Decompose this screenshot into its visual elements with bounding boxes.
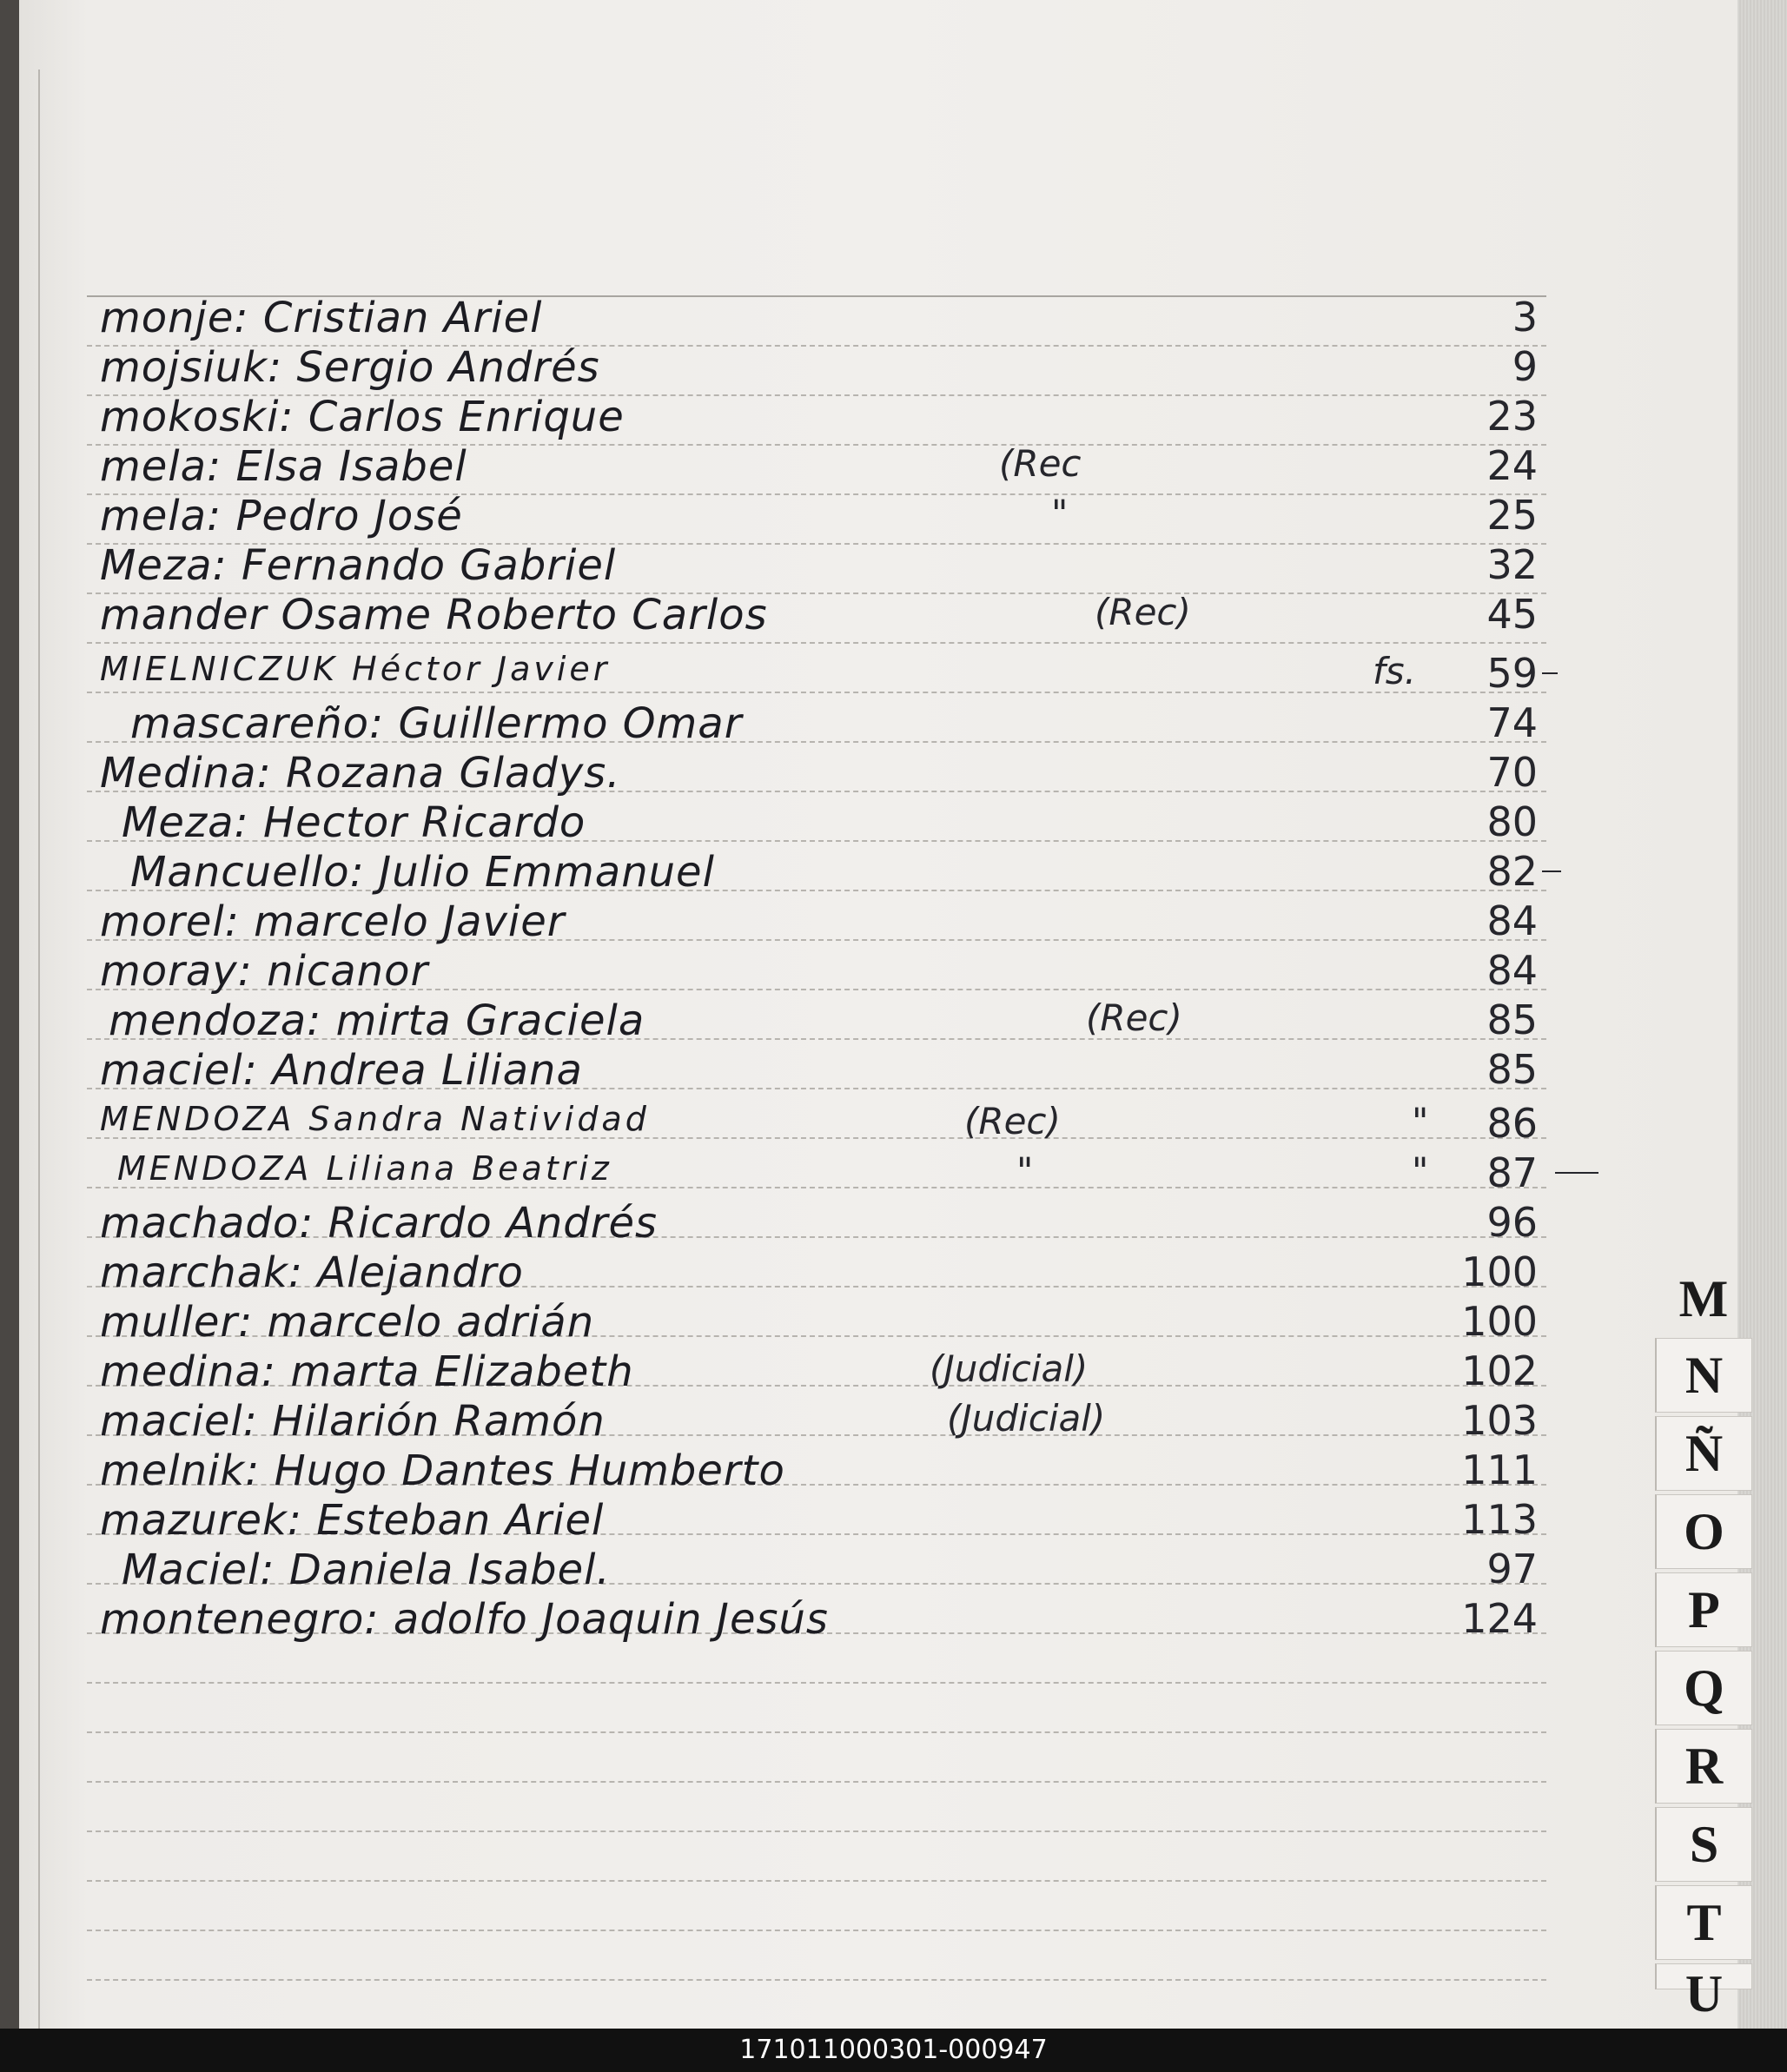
- index-entry: [0, 1546, 1737, 1594]
- entry-name: moray: nicanor: [100, 947, 429, 996]
- entry-page: 87: [1486, 1149, 1538, 1196]
- entry-name: medina: marta Elizabeth: [100, 1347, 634, 1396]
- ruled-line: [87, 1830, 1546, 1832]
- entry-page: 3: [1512, 294, 1538, 341]
- entry-page: 97: [1486, 1546, 1538, 1592]
- index-entry: [0, 1397, 1737, 1446]
- index-tab-q[interactable]: Q: [1655, 1651, 1752, 1725]
- tally-dash: [1555, 1172, 1598, 1174]
- entry-prefix: ": [1412, 1149, 1429, 1192]
- tally-dash: [1542, 672, 1558, 674]
- entry-note: (Rec): [964, 1100, 1061, 1142]
- index-entry: [0, 492, 1737, 540]
- index-entry: [0, 650, 1737, 698]
- entry-page: 80: [1486, 798, 1538, 845]
- entry-page: 45: [1486, 591, 1538, 638]
- document-code: 171011000301-000947: [0, 2029, 1787, 2072]
- entry-name: melnik: Hugo Dantes Humberto: [100, 1446, 785, 1495]
- index-entry: [0, 343, 1737, 392]
- tally-dash: [1542, 871, 1561, 872]
- index-entry: [0, 591, 1737, 639]
- entry-name: Maciel: Daniela Isabel.: [122, 1546, 611, 1594]
- entry-page: 124: [1461, 1595, 1538, 1642]
- index-tab-s[interactable]: S: [1655, 1807, 1752, 1882]
- entry-page: 32: [1486, 541, 1538, 588]
- index-entry: [0, 897, 1737, 946]
- entry-name: maciel: Hilarión Ramón: [100, 1397, 606, 1446]
- ruled-line: [87, 1682, 1546, 1684]
- entry-prefix: ": [1412, 1100, 1429, 1142]
- entry-page: 103: [1461, 1397, 1538, 1444]
- index-tab-t[interactable]: T: [1655, 1885, 1752, 1960]
- entry-page: 102: [1461, 1347, 1538, 1394]
- entry-page: 96: [1486, 1199, 1538, 1246]
- index-tab-u[interactable]: U: [1655, 1963, 1752, 1989]
- entry-name: Mancuello: Julio Emmanuel: [130, 848, 715, 897]
- index-entry: [0, 798, 1737, 847]
- alphabet-index-tabs: [1655, 1260, 1759, 2029]
- entry-name: mendoza: mirta Graciela: [109, 996, 645, 1045]
- index-entry: [0, 848, 1737, 897]
- entry-name: Meza: Fernando Gabriel: [100, 541, 617, 590]
- entry-note: ": [1051, 492, 1069, 534]
- entry-page: 25: [1486, 492, 1538, 539]
- index-entry: [0, 1199, 1737, 1248]
- index-entry: [0, 442, 1737, 491]
- index-entry: [0, 749, 1737, 798]
- index-entry: [0, 996, 1737, 1045]
- index-entry: [0, 1446, 1737, 1495]
- index-entry: [0, 1149, 1737, 1198]
- entry-page: 84: [1486, 947, 1538, 994]
- entry-note: (Judicial): [947, 1397, 1106, 1440]
- entry-page: 111: [1461, 1446, 1538, 1493]
- ruled-line: [87, 1731, 1546, 1733]
- entry-page: 24: [1486, 442, 1538, 489]
- entry-name: morel: marcelo Javier: [100, 897, 566, 946]
- entry-page: 82: [1486, 848, 1538, 895]
- ruled-line: [87, 1930, 1546, 1931]
- ruled-line: [87, 642, 1546, 644]
- index-entry: [0, 699, 1737, 748]
- entry-page: 70: [1486, 749, 1538, 796]
- entry-note: (Judicial): [930, 1347, 1089, 1390]
- index-entry: [0, 947, 1737, 996]
- entry-page: 84: [1486, 897, 1538, 944]
- index-entry: [0, 393, 1737, 441]
- entry-name: mokoski: Carlos Enrique: [100, 393, 625, 441]
- entry-page: 9: [1512, 343, 1538, 390]
- entry-name: MENDOZA Liliana Beatriz: [117, 1149, 612, 1188]
- index-entry: [0, 294, 1737, 342]
- entry-note: (Rec: [999, 442, 1082, 485]
- entry-note: (Rec): [1086, 996, 1182, 1039]
- entry-name: mander Osame Roberto Carlos: [100, 591, 768, 639]
- entry-note: (Rec): [1095, 591, 1191, 633]
- entry-name: machado: Ricardo Andrés: [100, 1199, 658, 1248]
- entry-name: MENDOZA Sandra Natividad: [100, 1100, 650, 1138]
- index-tab-r[interactable]: R: [1655, 1729, 1752, 1804]
- index-entry: [0, 1100, 1737, 1149]
- entry-page: 23: [1486, 393, 1538, 440]
- index-entry: [0, 1496, 1737, 1545]
- ruled-line: [87, 1781, 1546, 1783]
- entry-page: 85: [1486, 1046, 1538, 1093]
- entry-name: marchak: Alejandro: [100, 1248, 524, 1297]
- index-tab-o[interactable]: O: [1655, 1494, 1752, 1569]
- entry-page: 86: [1486, 1100, 1538, 1147]
- index-tab-enie[interactable]: Ñ: [1655, 1416, 1752, 1491]
- entry-name: muller: marcelo adrián: [100, 1298, 595, 1347]
- entry-name: mazurek: Esteban Ariel: [100, 1496, 605, 1545]
- entry-page: 113: [1461, 1496, 1538, 1543]
- entry-page: 74: [1486, 699, 1538, 746]
- entry-name: Medina: Rozana Gladys.: [100, 749, 621, 798]
- entry-note: ": [1016, 1149, 1034, 1192]
- entry-page: 85: [1486, 996, 1538, 1043]
- index-tab-n[interactable]: N: [1655, 1338, 1752, 1413]
- entry-name: maciel: Andrea Liliana: [100, 1046, 583, 1095]
- index-entry: [0, 541, 1737, 590]
- ruled-line: [87, 1979, 1546, 1981]
- entry-page: 59: [1486, 650, 1538, 697]
- index-entry: [0, 1248, 1737, 1297]
- index-tab-m[interactable]: M: [1678, 1269, 1729, 1327]
- index-entry: [0, 1298, 1737, 1347]
- index-entry: [0, 1347, 1737, 1396]
- entry-name: Meza: Hector Ricardo: [122, 798, 586, 847]
- entry-prefix: fs.: [1373, 650, 1417, 692]
- index-entry: [0, 1595, 1737, 1644]
- entry-name: mojsiuk: Sergio Andrés: [100, 343, 600, 392]
- entry-name: mela: Elsa Isabel: [100, 442, 467, 491]
- entry-name: mela: Pedro José: [100, 492, 463, 540]
- entry-page: 100: [1461, 1248, 1538, 1295]
- entry-name: monje: Cristian Ariel: [100, 294, 543, 342]
- entry-name: mascareño: Guillermo Omar: [130, 699, 743, 748]
- index-entry: [0, 1046, 1737, 1095]
- entry-name: MIELNICZUK Héctor Javier: [100, 650, 611, 688]
- index-tab-p[interactable]: P: [1655, 1572, 1752, 1647]
- entry-page: 100: [1461, 1298, 1538, 1345]
- ruled-line: [87, 1880, 1546, 1882]
- entry-name: montenegro: adolfo Joaquin Jesús: [100, 1595, 829, 1644]
